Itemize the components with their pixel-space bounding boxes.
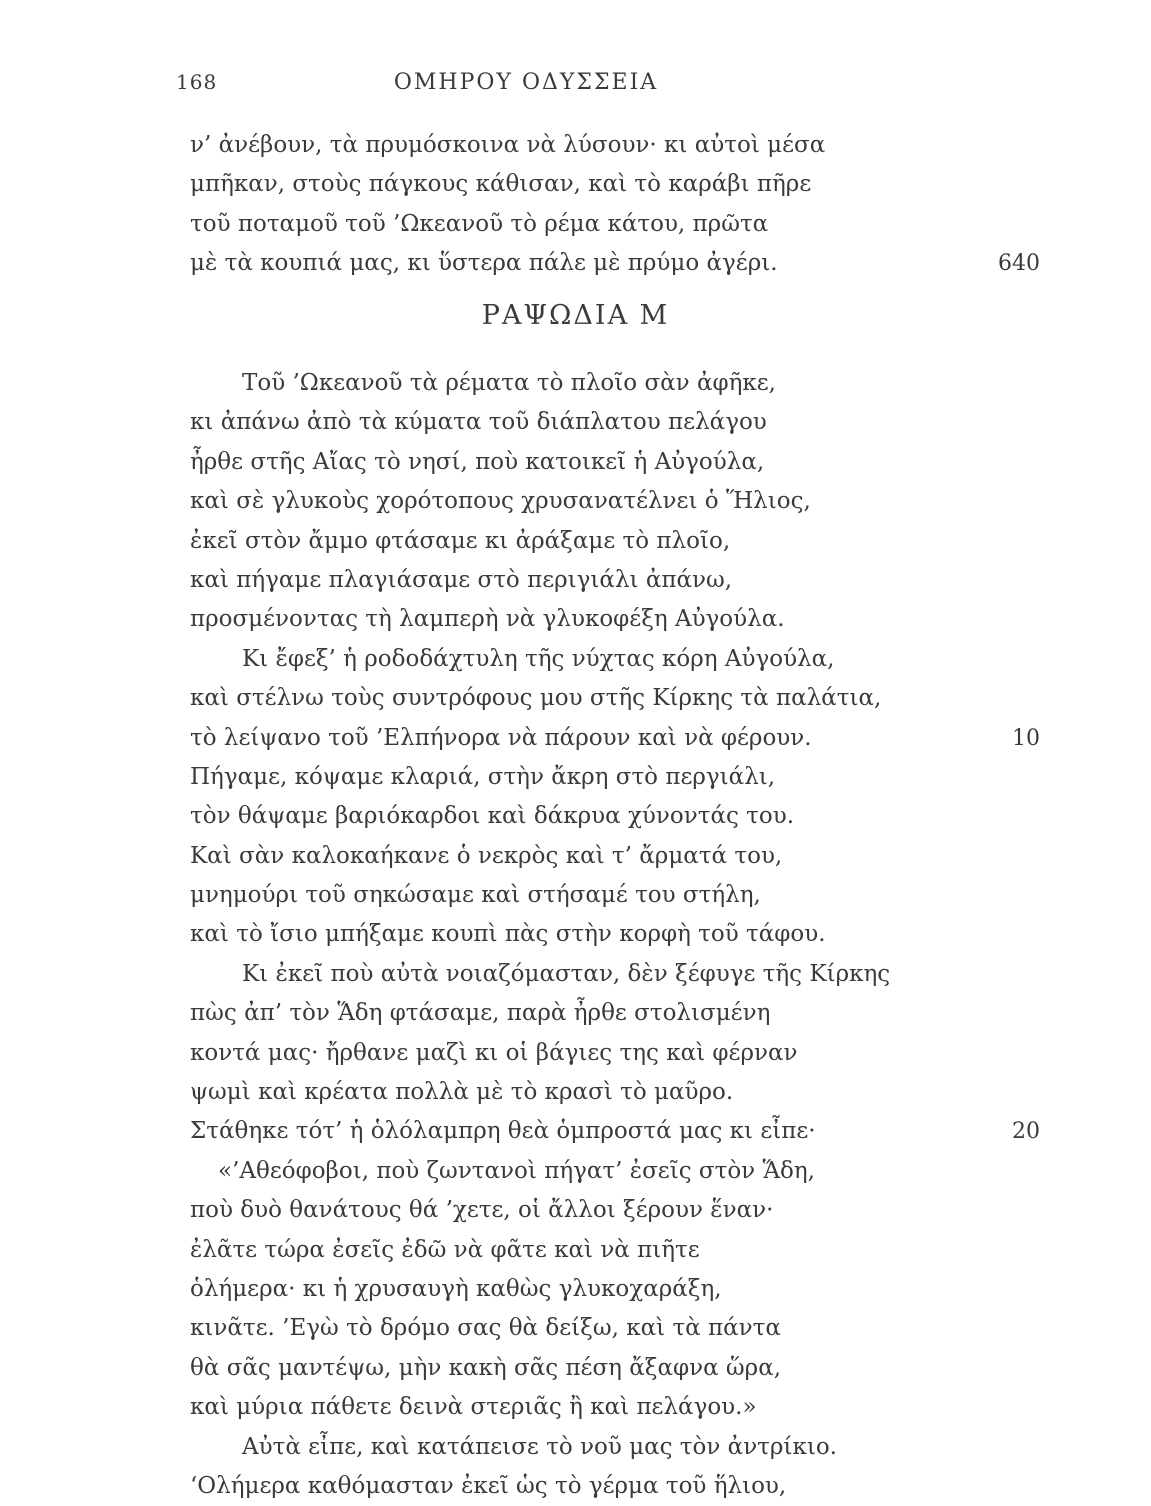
verse-line (190, 1152, 1050, 1191)
line-number: 10 (1012, 725, 1040, 751)
verse-line (190, 837, 1050, 876)
verse-line (190, 1349, 1050, 1388)
verse-line (190, 561, 1050, 600)
line-number: 640 (998, 251, 1040, 277)
verse-line (190, 1191, 1050, 1230)
verse-text: ποὺ δυὸ θανάτους θά ’χετε, οἱ ἄλλοι ξέρουν ἕναν· (190, 1197, 774, 1224)
verse-line (190, 876, 1050, 915)
verse-line (190, 522, 1050, 561)
page-header (176, 66, 876, 100)
verse-text: τὸν θάψαμε βαριόκαρδοι καὶ δάκρυα χύνοντάς του. (190, 803, 795, 830)
verse-text: Κι ἔφεξ’ ἡ ροδοδάχτυλη τῆς νύχτας κόρη Αὐγούλα, (242, 645, 835, 672)
line-number: 20 (1012, 1119, 1040, 1145)
verse-line (190, 244, 1050, 283)
verse-line (190, 126, 1050, 165)
verse-text: Καὶ σὰν καλοκαήκανε ὁ νεκρὸς καὶ τ’ ἄρματά του, (190, 842, 783, 869)
verse-line (190, 640, 1050, 679)
verse-line (190, 797, 1050, 836)
verse-text: ‘Ολήμερα καθόμασταν ἐκεῖ ὡς τὸ γέρμα τοῦ ἥλιου, (190, 1472, 787, 1499)
verse-line (190, 403, 1050, 442)
running-title: ΟΜΗΡΟΥ ΟΔΥΣΣΕΙΑ (393, 70, 659, 95)
verse-line (190, 719, 1050, 758)
verse-line (190, 955, 1050, 994)
verse-text: ψωμὶ καὶ κρέατα πολλὰ μὲ τὸ κρασὶ τὸ μαῦρο. (190, 1079, 734, 1106)
verse-text: ἦρθε στῆς Αἴας τὸ νησί, ποὺ κατοικεῖ ἡ Αὐγούλα, (190, 448, 765, 475)
verse-line (190, 482, 1050, 521)
verse-text: προσμένοντας τὴ λαμπερὴ νὰ γλυκοφέξη Αὐγούλα. (190, 606, 785, 633)
verse-text: μὲ τὰ κουπιά μας, κι ὕστερα πάλε μὲ πρύμο ἀγέρι. (190, 250, 778, 277)
page-number: 168 (176, 70, 218, 94)
verse-line (190, 1428, 1050, 1467)
verse-text: ἐκεῖ στὸν ἄμμο φτάσαμε κι ἀράξαμε τὸ πλοῖο, (190, 527, 731, 554)
verse-text: καὶ σὲ γλυκοὺς χορότοπους χρυσανατέλνει ὁ Ἥλιος, (190, 488, 811, 515)
verse-text: θὰ σᾶς μαντέψω, μὴν κακὴ σᾶς πέση ἄξαφνα ὥρα, (190, 1354, 782, 1381)
verse-text: μνημούρι τοῦ σηκώσαμε καὶ στήσαμέ του στήλη, (190, 882, 761, 909)
verse-text: καὶ στέλνω τοὺς συντρόφους μου στῆς Κίρκης τὰ παλάτια, (190, 685, 882, 712)
verse-text: τὸ λείψανο τοῦ ’Ελπήνορα νὰ πάρουν καὶ νὰ φέρουν. (190, 724, 812, 751)
verse-text: Τοῦ ’Ωκεανοῦ τὰ ρέματα τὸ πλοῖο σὰν ἀφῆκε, (242, 370, 776, 396)
verse-line (190, 679, 1050, 718)
verse-line (190, 1112, 1050, 1151)
verse-line (190, 443, 1050, 482)
verse-text: Αὐτὰ εἶπε, καὶ κατάπεισε τὸ νοῦ μας τὸν ἀντρίκιο. (242, 1433, 837, 1460)
verse-text: τοῦ ποταμοῦ τοῦ ’Ωκεανοῦ τὸ ρέμα κάτου, πρῶτα (190, 210, 769, 237)
verse-text: ὁλήμερα· κι ἡ χρυσαυγὴ καθὼς γλυκοχαράξη, (190, 1275, 722, 1302)
verse-line (190, 1270, 1050, 1309)
verse-text: κινᾶτε. ’Εγὼ τὸ δρόμο σας θὰ δείξω, καὶ τὰ πάντα (190, 1315, 781, 1342)
verse-text: πὼς ἀπ’ τὸν Ἅδη φτάσαμε, παρὰ ἦρθε στολισμένη (190, 1000, 771, 1027)
verse-line (190, 758, 1050, 797)
verse-line (190, 1073, 1050, 1112)
verse-line (190, 364, 1050, 403)
verse-text: «’Αθεόφοβοι, ποὺ ζωντανοὶ πήγατ’ ἐσεῖς στὸν Ἅδη, (218, 1157, 815, 1184)
verse-line (190, 1034, 1050, 1073)
verse-text: κι ἀπάνω ἀπὸ τὰ κύματα τοῦ διάπλατου πελάγου (190, 409, 767, 436)
rhapsody-text (190, 364, 1050, 1506)
verse-text: καὶ τὸ ἴσιο μπήξαμε κουπὶ πὰς στὴν κορφὴ τοῦ τάφου. (190, 921, 826, 948)
verse-line (190, 1309, 1050, 1348)
verse-line (190, 205, 1050, 244)
verse-line (190, 1388, 1050, 1427)
verse-line (190, 994, 1050, 1033)
verse-line (190, 915, 1050, 954)
verse-line (190, 1231, 1050, 1270)
verse-line (190, 1467, 1050, 1506)
verse-text: ν’ ἀνέβουν, τὰ πρυμόσκοινα νὰ λύσουν· κι αὐτοὶ μέσα (190, 132, 826, 158)
verse-line (190, 165, 1050, 204)
verse-text: ἐλᾶτε τώρα ἐσεῖς ἐδῶ νὰ φᾶτε καὶ νὰ πιῆτε (190, 1236, 700, 1263)
verse-text: Κι ἐκεῖ ποὺ αὐτὰ νοιαζόμασταν, δὲν ξέφυγε τῆς Κίρκης (242, 960, 891, 987)
verse-text: κοντά μας· ἤρθανε μαζὶ κι οἱ βάγιες της καὶ φέρναν (190, 1039, 798, 1066)
verse-text: μπῆκαν, στοὺς πάγκους κάθισαν, καὶ τὸ καράβι πῆρε (190, 171, 812, 198)
continuation-lines (190, 126, 1050, 284)
verse-text: καὶ μύρια πάθετε δεινὰ στεριᾶς ἢ καὶ πελάγου.» (190, 1394, 757, 1421)
rhapsody-title: ΡΑΨΩΔΙΑ Μ (481, 300, 670, 331)
verse-text: Στάθηκε τότ’ ἡ ὁλόλαμπρη θεὰ ὁμπροστά μας κι εἶπε· (190, 1118, 816, 1145)
verse-text: Πήγαμε, κόψαμε κλαριά, στὴν ἄκρη στὸ περγιάλι, (190, 763, 776, 790)
verse-text: καὶ πήγαμε πλαγιάσαμε στὸ περιγιάλι ἀπάνω, (190, 566, 733, 593)
verse-line (190, 600, 1050, 639)
